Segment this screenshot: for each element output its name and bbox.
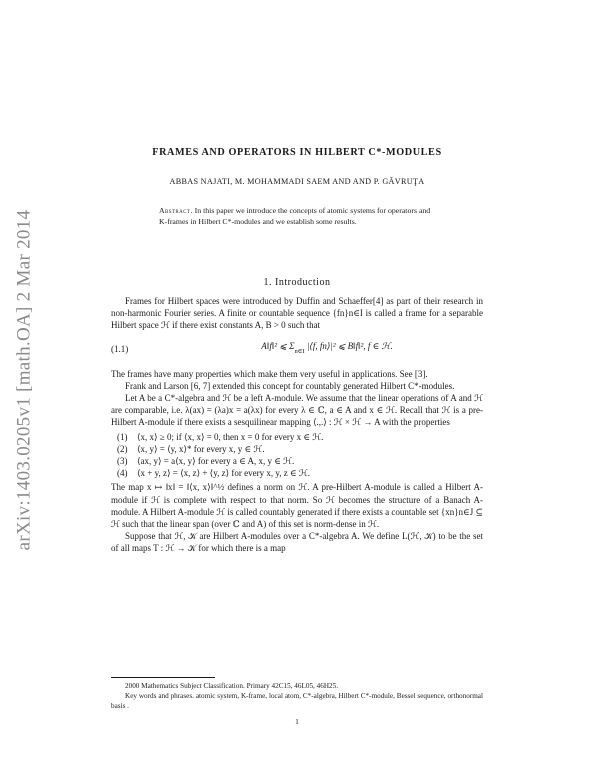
- footnote-rule: [111, 677, 215, 678]
- property-text: ⟨x + y, z⟩ = ⟨x, z⟩ + ⟨y, z⟩ for every x, y, z ∈ ℋ.: [137, 468, 311, 479]
- abstract-text: In this paper we introduce the concepts of atomic systems for operators and K-frames in Hilbert C*-modules and we establish some results.: [159, 206, 431, 226]
- property-text: ⟨ax, y⟩ = a⟨x, y⟩ for every a ∈ A, x, y ∈ ℋ.: [137, 456, 295, 467]
- section-number: 1.: [263, 277, 273, 288]
- property-list: [117, 431, 483, 480]
- property-text: ⟨x, x⟩ ≥ 0; if ⟨x, x⟩ = 0, then x = 0 for every x ∈ ℋ.: [137, 431, 324, 442]
- property-number: (4): [117, 468, 128, 479]
- footnotes: [111, 682, 483, 711]
- equation-sub: n∈I: [294, 347, 305, 355]
- page-number: 1: [295, 717, 299, 726]
- paragraph-1: Frames for Hilbert spaces were introduced by Duffin and Schaeffer[4] as part of their research in non-harmonic Fourier series. A finite or countable sequence {fn}n∈I is called a frame for a separable Hilbert space ℋ if there exist constants A, B > 0 such that: [111, 296, 483, 331]
- paper-authors: ABBAS NAJATI, M. MOHAMMADI SAEM AND AND P. GĂVRUŢA: [169, 177, 425, 186]
- footnote-keywords: Key words and phrases. atomic system, K-frame, local atom, C*-algebra, Hilbert C*-module, Bessel sequence, orthonormal basis .: [111, 691, 483, 710]
- equation-left: A‖f‖² ⩽ Σ: [261, 340, 295, 351]
- paper-title: FRAMES AND OPERATORS IN HILBERT C*-MODULES: [152, 147, 442, 158]
- property-item: [117, 467, 483, 479]
- section-heading: [111, 277, 483, 288]
- property-item: [117, 443, 483, 455]
- equation-1-1: [111, 334, 483, 364]
- arxiv-stamp: [4, 170, 44, 590]
- paragraph-4: Let A be a C*-algebra and ℋ be a left A-module. We assume that the linear operations of A and ℋ are comparable, i.e. λ(ax) = (λa)x = a(λx) for every λ ∈ ℂ, a ∈ A and x ∈ ℋ. Recall that ℋ is a pre-Hilbert A-module if there exists a sesquilinear mapping ⟨.,.⟩ : ℋ × ℋ → A with the properties: [111, 393, 483, 428]
- paragraph-5: The map x ↦ ‖x‖ = ‖⟨x, x⟩‖^½ defines a norm on ℋ. A pre-Hilbert A-module is called a Hilbert A-module if ℋ is complete with respect to that norm. So ℋ becomes the structure of a Banach A-module. A Hilbert A-module ℋ is called countably generated if there exists a countable set {xn}n∈J ⊆ ℋ such that the linear span (over ℂ and A) of this set is norm-dense in ℋ.: [111, 482, 483, 530]
- property-item: [117, 455, 483, 467]
- paragraph-6: Suppose that ℋ, 𝒦 are Hilbert A-modules over a C*-algebra A. We define L(ℋ, 𝒦) to be the set of all maps T : ℋ → 𝒦 for which there is a map: [111, 531, 483, 554]
- section-body: [111, 295, 483, 555]
- equation-right: |⟨f, fn⟩|² ⩽ B‖f‖², f ∈ ℋ.: [306, 340, 393, 351]
- arxiv-stamp-text: arXiv:1403.0205v1 [math.OA] 2 Mar 2014: [13, 209, 34, 551]
- paragraph-2: The frames have many properties which make them very useful in applications. See [3].: [111, 368, 428, 379]
- property-text: ⟨x, y⟩ = ⟨y, x⟩* for every x, y ∈ ℋ.: [137, 443, 265, 454]
- property-item: [117, 431, 483, 443]
- property-number: (3): [117, 456, 128, 467]
- equation-body: [171, 340, 483, 358]
- abstract: [159, 205, 439, 227]
- property-number: (2): [117, 443, 128, 454]
- abstract-label: Abstract.: [159, 206, 193, 215]
- equation-number: (1.1): [111, 343, 129, 354]
- footnote-msc: 2000 Mathematics Subject Classification. Primary 42C15, 46L05, 46H25.: [125, 682, 339, 690]
- property-number: (1): [117, 431, 128, 442]
- paragraph-3: Frank and Larson [6, 7] extended this concept for countably generated Hilbert C*-modules.: [125, 380, 455, 391]
- section-title: Introduction: [275, 277, 331, 288]
